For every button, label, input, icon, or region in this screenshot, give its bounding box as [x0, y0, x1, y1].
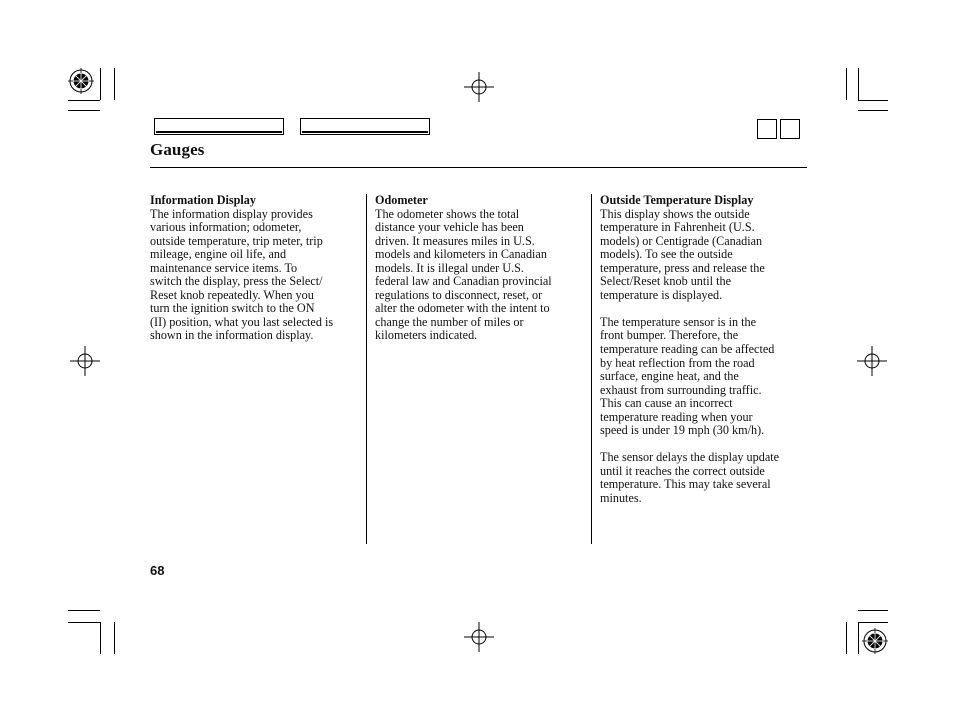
crosshair-icon [464, 622, 494, 652]
page-title: Gauges [150, 140, 205, 159]
section-body: The temperature sensor is in the front bumper. Therefore, the temperature reading can be affected by heat reflection from the road surface, engine heat, and the exhaust from surrounding traffic. This can cause an incorrect temperature reading when your speed is under 19 mph (30 km/h). [600, 314, 775, 438]
column-divider [366, 194, 367, 544]
section-body: This display shows the outside temperature in Fahrenheit (U.S. models) or Centigrade (Canadian models). To see the outside temperature, press and release the Select/Reset knob until the temperature is displayed. [600, 206, 765, 302]
registration-target-icon [862, 628, 888, 654]
page-number: 68 [150, 563, 165, 578]
nav-box-left [757, 119, 777, 139]
crosshair-icon [464, 72, 494, 102]
registration-target-icon [68, 68, 94, 94]
column-odometer [375, 194, 587, 343]
crosshair-icon [857, 346, 887, 376]
column-information-display [150, 194, 362, 343]
column-divider [591, 194, 592, 544]
section-heading: Outside Temperature Display [600, 193, 754, 207]
section-heading: Odometer [375, 193, 428, 207]
header-rule [150, 167, 807, 168]
nav-box-right [780, 119, 800, 139]
section-body: The sensor delays the display update until it reaches the correct outside temperature. This may take several minutes. [600, 450, 780, 506]
header-tab-box [300, 118, 430, 135]
section-body: The odometer shows the total distance your vehicle has been driven. It measures miles in U.S. models and kilometers in Canadian models. It is illegal under U.S. federal law and Canadian provincial regulations to disconnect, reset, or alter the odometer with the intent to change the number of miles or kilometers indicated. [375, 206, 552, 343]
section-heading: Information Display [150, 193, 256, 207]
column-outside-temperature [600, 194, 815, 506]
crosshair-icon [70, 346, 100, 376]
section-body: The information display provides various information; odometer, outside temperature, trip meter, trip mileage, engine oil life, and maintenance service items. To switch the display, press the Select/ Reset knob repeatedly. When you turn the ignition switch to the ON (II) position, what you last selected is shown in the information display. [150, 206, 334, 343]
header-tab-box [154, 118, 284, 135]
